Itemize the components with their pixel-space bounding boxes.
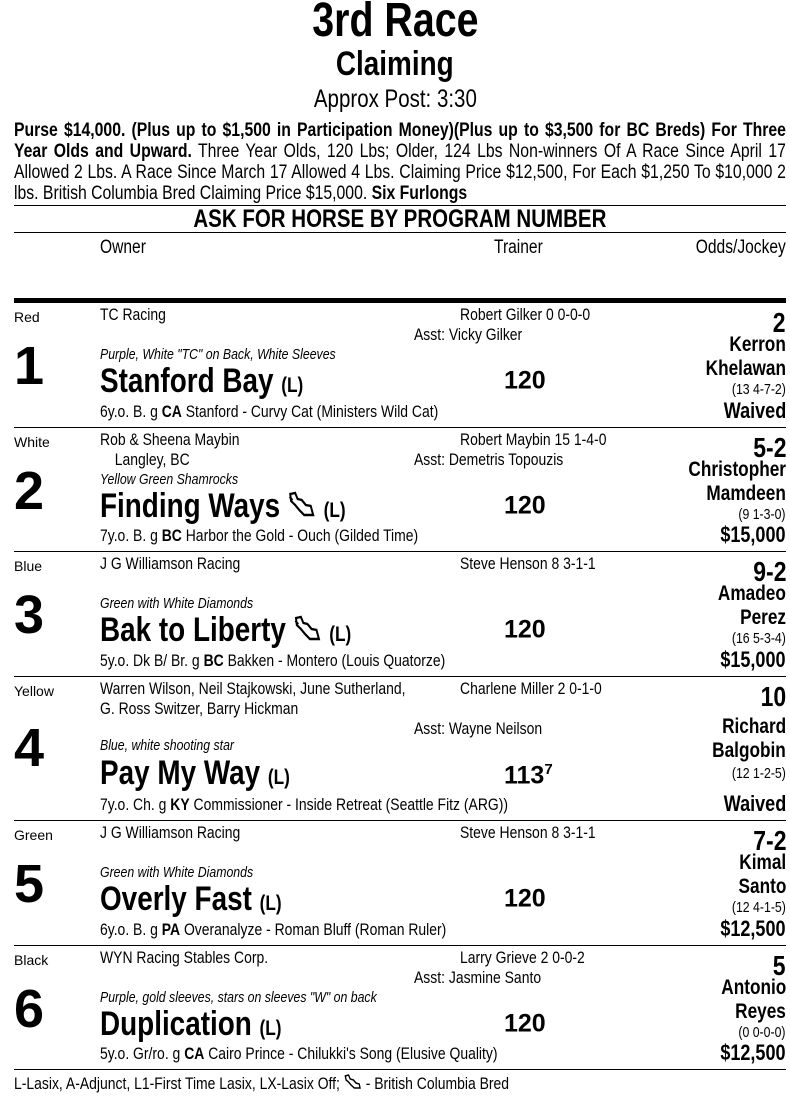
ask-banner xyxy=(14,205,786,233)
ask-text: ASK FOR HORSE BY PROGRAM NUMBER xyxy=(193,205,607,233)
weight: 113 xyxy=(504,761,545,790)
owner-name-line2: G. Ross Switzer, Barry Hickman xyxy=(100,699,299,718)
pedigree-age: 5y.o. Gr/ro. g xyxy=(100,1044,185,1063)
pedigree-age: 7y.o. B. g xyxy=(100,526,162,545)
bred-state: BC xyxy=(161,526,182,545)
morning-line-odds: 7-2 xyxy=(752,825,786,856)
weight: 120 xyxy=(504,366,546,395)
assistant-trainer: Asst: Demetris Topouzis xyxy=(414,450,564,469)
medication-code: (L) xyxy=(281,374,304,397)
saddle-color: Green xyxy=(14,827,53,843)
medication-code: (L) xyxy=(259,892,282,915)
claiming-price: $12,500 xyxy=(720,916,786,941)
horse-name: Stanford Bay xyxy=(100,362,274,400)
assistant-trainer: Asst: Vicky Gilker xyxy=(414,325,523,344)
jockey-first-name: Christopher xyxy=(688,458,786,481)
morning-line-odds: 2 xyxy=(773,307,786,338)
owner-column-header: Owner xyxy=(100,237,146,258)
owner-name: TC Racing xyxy=(100,305,166,324)
jockey-last-name: Santo xyxy=(738,875,786,898)
race-type: Claiming xyxy=(336,45,454,83)
program-number: 2 xyxy=(14,461,45,521)
entry-row xyxy=(14,946,786,1070)
jockey-stats: (0 0-0-0) xyxy=(738,1024,786,1041)
weight: 120 xyxy=(504,615,546,644)
jockey-last-name: Mamdeen xyxy=(706,482,786,505)
trainer-name: Robert Maybin 15 1-4-0 xyxy=(460,430,607,449)
pedigree-age: 7y.o. Ch. g xyxy=(100,795,171,814)
owner-name: Warren Wilson, Neil Stajkowski, June Sutherland, xyxy=(100,679,406,698)
owner-name: J G Williamson Racing xyxy=(100,823,241,842)
bred-state: PA xyxy=(161,920,181,939)
jockey-first-name: Richard xyxy=(721,715,786,738)
bred-state: CA xyxy=(184,1044,205,1063)
entry-row xyxy=(14,303,786,428)
assistant-trainer: Asst: Wayne Neilson xyxy=(414,719,543,738)
conditions-text: Three Year Olds, 120 Lbs; Older, 124 Lbs Non-winners Of A Race Since April 17 Allowed 2 Lbs. A Race Since March 17 Allowed 4 Lbs. Claiming Price $12,500, For Each $1,250 To $10,000 2 lbs. British Columbia Bred Claiming Price $15,000. xyxy=(14,141,786,204)
race-conditions xyxy=(14,120,786,204)
owner-name-line2: Langley, BC xyxy=(114,450,190,469)
horse-name: Duplication xyxy=(100,1005,252,1043)
claiming-price: Waived xyxy=(723,791,786,816)
legend-text: L-Lasix, A-Adjunct, L1-First Time Lasix, LX-Lasix Off; xyxy=(14,1074,344,1093)
jockey-stats: (12 4-1-5) xyxy=(731,899,786,916)
silks-description: Purple, White "TC" on Back, White Sleeves xyxy=(100,346,336,363)
claiming-price: $15,000 xyxy=(720,522,786,547)
silks-description: Yellow Green Shamrocks xyxy=(100,471,239,488)
claiming-price: $15,000 xyxy=(720,647,786,672)
odds-jockey-column-header: Odds/Jockey xyxy=(695,237,786,258)
pedigree-breeding: Overanalyze - Roman Bluff (Roman Ruler) xyxy=(180,920,447,939)
pedigree-breeding: Harbor the Gold - Ouch (Gilded Time) xyxy=(181,526,419,545)
jockey-last-name: Reyes xyxy=(735,1000,786,1023)
morning-line-odds: 5 xyxy=(773,950,786,981)
saddle-color: Red xyxy=(14,309,40,325)
pedigree-age: 6y.o. B. g xyxy=(100,920,162,939)
conditions-distance: Six Furlongs xyxy=(371,183,468,204)
silks-description: Purple, gold sleeves, stars on sleeves "W" on back xyxy=(100,989,377,1006)
medication-code: (L) xyxy=(329,623,352,646)
bc-map-icon xyxy=(288,490,316,526)
pedigree-age: 6y.o. B. g xyxy=(100,402,162,421)
bred-state: BC xyxy=(203,651,224,670)
morning-line-odds: 5-2 xyxy=(752,432,786,463)
horse-name: Pay My Way xyxy=(100,754,261,792)
weight: 120 xyxy=(504,1009,546,1038)
silks-description: Blue, white shooting star xyxy=(100,737,235,754)
trainer-name: Larry Grieve 2 0-0-2 xyxy=(460,948,585,967)
entry-row xyxy=(14,821,786,946)
owner-name: J G Williamson Racing xyxy=(100,554,241,573)
jockey-stats: (12 1-2-5) xyxy=(731,765,786,782)
bc-map-icon xyxy=(294,614,322,650)
trainer-name: Steve Henson 8 3-1-1 xyxy=(460,554,596,573)
pedigree-breeding: Cairo Prince - Chilukki's Song (Elusive Quality) xyxy=(204,1044,498,1063)
program-number: 4 xyxy=(14,718,45,778)
jockey-stats: (9 1-3-0) xyxy=(738,506,786,523)
horse-name: Finding Ways xyxy=(100,487,281,525)
pedigree-age: 5y.o. Dk B/ Br. g xyxy=(100,651,204,670)
jockey-first-name: Kerron xyxy=(729,333,786,356)
pedigree-breeding: Bakken - Montero (Louis Quatorze) xyxy=(223,651,446,670)
saddle-color: White xyxy=(14,434,50,450)
horse-name: Overly Fast xyxy=(100,880,252,918)
legend-bc-text: - British Columbia Bred xyxy=(361,1074,510,1093)
jockey-last-name: Balgobin xyxy=(712,739,786,762)
weight-allowance: 7 xyxy=(544,761,553,778)
bc-map-icon xyxy=(344,1074,362,1095)
silks-description: Green with White Diamonds xyxy=(100,595,254,612)
trainer-name: Steve Henson 8 3-1-1 xyxy=(460,823,596,842)
entry-row xyxy=(14,552,786,677)
jockey-stats: (16 5-3-4) xyxy=(731,630,786,647)
saddle-color: Black xyxy=(14,952,49,968)
trainer-name: Charlene Miller 2 0-1-0 xyxy=(460,679,602,698)
claiming-price: Waived xyxy=(723,398,786,423)
program-number: 6 xyxy=(14,979,45,1039)
assistant-trainer: Asst: Jasmine Santo xyxy=(414,968,542,987)
bred-state: CA xyxy=(161,402,182,421)
post-time: Approx Post: 3:30 xyxy=(313,85,477,113)
trainer-column-header: Trainer xyxy=(494,237,543,258)
medication-code: (L) xyxy=(267,766,290,789)
pedigree-breeding: Commissioner - Inside Retreat (Seattle Fitz (ARG)) xyxy=(189,795,509,814)
race-header xyxy=(0,0,790,114)
trainer-name: Robert Gilker 0 0-0-0 xyxy=(460,305,591,324)
program-number: 5 xyxy=(14,854,45,914)
pedigree-breeding: Stanford - Curvy Cat (Ministers Wild Cat) xyxy=(181,402,439,421)
entry-divider xyxy=(14,1069,786,1070)
medication-code: (L) xyxy=(323,499,346,522)
program-number: 1 xyxy=(14,336,45,396)
saddle-color: Yellow xyxy=(14,683,54,699)
jockey-stats: (13 4-7-2) xyxy=(731,381,786,398)
footer-legend xyxy=(14,1074,618,1095)
owner-name: Rob & Sheena Maybin xyxy=(100,430,240,449)
jockey-first-name: Amadeo xyxy=(718,582,786,605)
saddle-color: Blue xyxy=(14,558,43,574)
morning-line-odds: 9-2 xyxy=(752,556,786,587)
program-number: 3 xyxy=(14,585,45,645)
claiming-price: $12,500 xyxy=(720,1040,786,1065)
entry-row xyxy=(14,428,786,552)
silks-description: Green with White Diamonds xyxy=(100,864,254,881)
jockey-last-name: Perez xyxy=(740,606,786,629)
morning-line-odds: 10 xyxy=(760,681,786,712)
medication-code: (L) xyxy=(259,1017,282,1040)
race-title: 3rd Race xyxy=(311,0,479,47)
jockey-last-name: Khelawan xyxy=(705,357,786,380)
entry-row xyxy=(14,677,786,821)
owner-name: WYN Racing Stables Corp. xyxy=(100,948,269,967)
conditions-purse: Purse $14,000. (Plus up to $1,500 in Participation Money)(Plus up to $3,500 for BC Breds) For Three Year Olds and Upward. xyxy=(14,120,786,162)
weight: 120 xyxy=(504,491,546,520)
weight: 120 xyxy=(504,884,546,913)
bred-state: KY xyxy=(170,795,190,814)
jockey-first-name: Antonio xyxy=(720,976,786,999)
jockey-first-name: Kimal xyxy=(739,851,786,874)
horse-name: Bak to Liberty xyxy=(100,611,286,649)
